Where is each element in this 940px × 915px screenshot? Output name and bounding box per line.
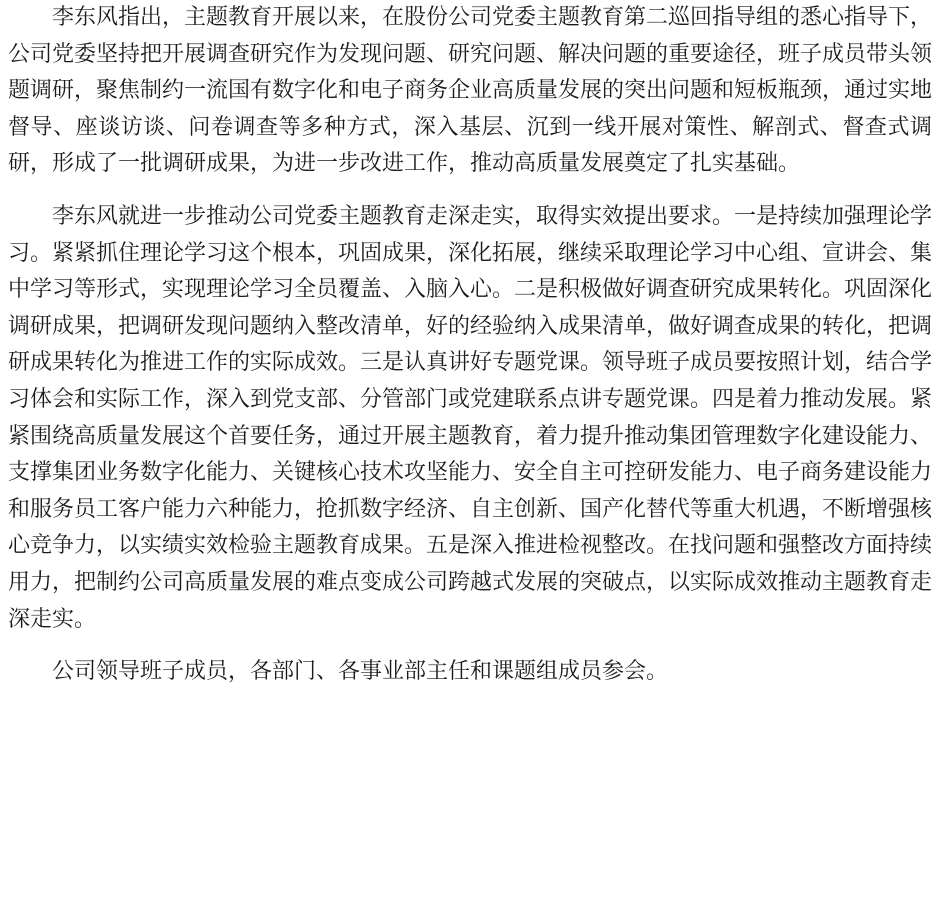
article-body [8, 0, 932, 691]
paragraph-requirements: 李东风就进一步推动公司党委主题教育走深走实，取得实效提出要求。一是持续加强理论学习。紧紧抓住理论学习这个根本，巩固成果，深化拓展，继续采取理论学习中心组、宣讲会、集中学习等形式，实现理论学习全员覆盖、入脑入心。二是积极做好调查研究成果转化。巩固深化调研成果，把调研发现问题纳入整改清单，好的经验纳入成果清单，做好调查成果的转化，把调研成果转化为推进工作的实际成效。三是认真讲好专题党课。领导班子成员要按照计划，结合学习体会和实际工作，深入到党支部、分管部门或党建联系点讲专题党课。四是着力推动发展。紧紧围绕高质量发展这个首要任务，通过开展主题教育，着力提升推动集团管理数字化建设能力、支撑集团业务数字化能力、关键核心技术攻坚能力、安全自主可控研发能力、电子商务建设能力和服务员工客户能力六种能力，抢抓数字经济、自主创新、国产化替代等重大机遇，不断增强核心竞争力，以实绩实效检验主题教育成果。五是深入推进检视整改。在找问题和强整改方面持续用力，把制约公司高质量发展的难点变成公司跨越式发展的突破点，以实际成效推动主题教育走深走实。 [8, 203, 933, 632]
paragraph-summary: 李东风指出，主题教育开展以来，在股份公司党委主题教育第二巡回指导组的悉心指导下，公司党委坚持把开展调查研究作为发现问题、研究问题、解决问题的重要途径，班子成员带头领题调研，聚焦制约一流国有数字化和电子商务企业高质量发展的突出问题和短板瓶颈，通过实地督导、座谈访谈、问卷调查等多种方式，深入基层、沉到一线开展对策性、解剖式、督查式调研，形成了一批调研成果，为进一步改进工作，推动高质量发展奠定了扎实基础。 [8, 5, 933, 177]
paragraph-attendees: 公司领导班子成员，各部门、各事业部主任和课题组成员参会。 [52, 659, 669, 685]
